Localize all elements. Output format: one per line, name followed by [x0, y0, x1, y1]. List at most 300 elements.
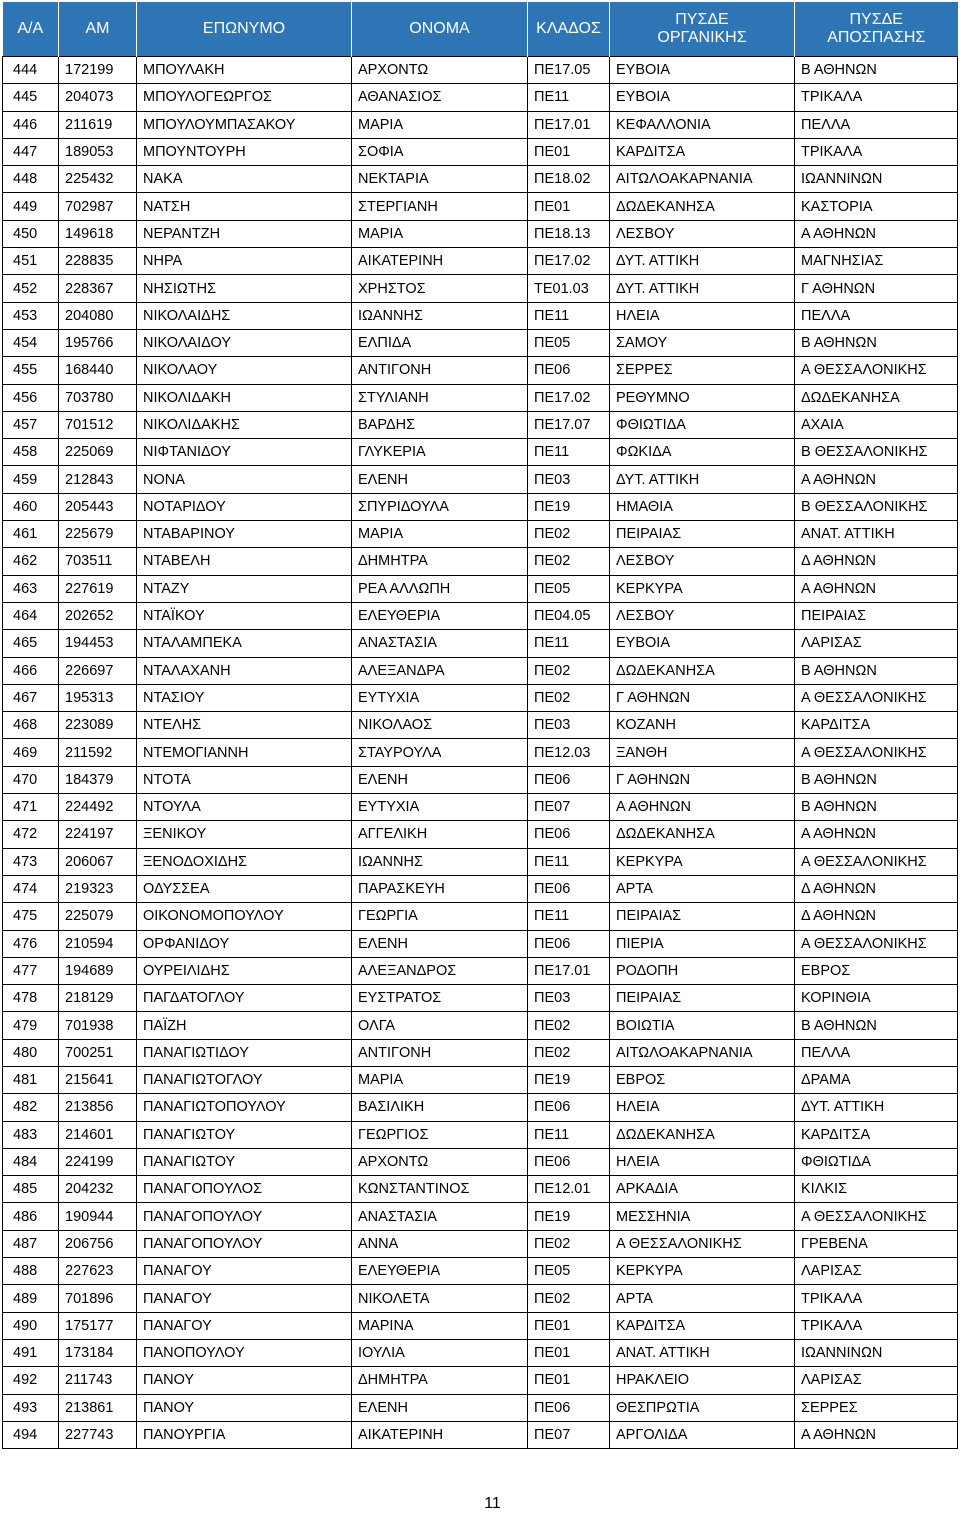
specialty-cell: ΠΕ11: [528, 302, 610, 329]
first-name-cell: ΕΛΕΝΗ: [352, 930, 528, 957]
specialty-cell: ΠΕ06: [528, 766, 610, 793]
table-row: [3, 1203, 958, 1230]
first-name-cell: ΕΛΕΝΗ: [352, 1394, 528, 1421]
registry-number-cell: 223089: [59, 712, 137, 739]
organic-pysde-cell: ΞΑΝΘΗ: [610, 739, 795, 766]
row-number-cell: 460: [3, 493, 59, 520]
organic-pysde-cell: ΑΡΓΟΛΙΔΑ: [610, 1421, 795, 1448]
registry-number-cell: 206756: [59, 1230, 137, 1257]
first-name-cell: ΕΛΠΙΔΑ: [352, 329, 528, 356]
organic-pysde-cell: ΑΡΤΑ: [610, 875, 795, 902]
table-row: [3, 684, 958, 711]
row-number-cell: 458: [3, 439, 59, 466]
surname-cell: ΝΤΑΣΙΟΥ: [137, 684, 352, 711]
surname-cell: ΝΑΤΣΗ: [137, 193, 352, 220]
surname-cell: ΝΗΣΙΩΤΗΣ: [137, 275, 352, 302]
row-number-cell: 473: [3, 848, 59, 875]
registry-number-cell: 194689: [59, 957, 137, 984]
specialty-cell: ΠΕ18.13: [528, 220, 610, 247]
header-label-multiline: ΠΥΣΔΕ ΑΠΟΣΠΑΣΗΣ: [827, 11, 926, 46]
specialty-cell: ΠΕ12.03: [528, 739, 610, 766]
registry-number-cell: 215641: [59, 1066, 137, 1093]
organic-pysde-cell: ΠΕΙΡΑΙΑΣ: [610, 521, 795, 548]
specialty-cell: ΠΕ17.05: [528, 57, 610, 84]
specialty-cell: ΠΕ02: [528, 548, 610, 575]
surname-cell: ΝΤΟΥΛΑ: [137, 794, 352, 821]
header-label: ΑΜ: [85, 20, 110, 37]
organic-pysde-cell: ΠΙΕΡΙΑ: [610, 930, 795, 957]
first-name-cell: ΣΤΕΡΓΙΑΝΗ: [352, 193, 528, 220]
table-row: [3, 329, 958, 356]
first-name-cell: ΕΛΕΝΗ: [352, 466, 528, 493]
secondment-pysde-cell: ΛΑΡΙΣΑΣ: [795, 630, 958, 657]
specialty-cell: ΠΕ04.05: [528, 602, 610, 629]
first-name-cell: ΣΤΑΥΡΟΥΛΑ: [352, 739, 528, 766]
secondment-pysde-cell: Β ΑΘΗΝΩΝ: [795, 657, 958, 684]
organic-pysde-cell: ΒΟΙΩΤΙΑ: [610, 1012, 795, 1039]
first-name-cell: ΑΘΑΝΑΣΙΟΣ: [352, 84, 528, 111]
surname-cell: ΟΔΥΣΣΕΑ: [137, 875, 352, 902]
surname-cell: ΞΕΝΟΔΟΧΙΔΗΣ: [137, 848, 352, 875]
registry-number-cell: 204232: [59, 1176, 137, 1203]
registry-number-cell: 702987: [59, 193, 137, 220]
organic-pysde-cell: ΚΕΡΚΥΡΑ: [610, 848, 795, 875]
organic-pysde-cell: Α ΘΕΣΣΑΛΟΝΙΚΗΣ: [610, 1230, 795, 1257]
row-number-cell: 464: [3, 602, 59, 629]
specialty-cell: ΠΕ05: [528, 1258, 610, 1285]
specialty-cell: ΠΕ06: [528, 357, 610, 384]
table-row: [3, 493, 958, 520]
registry-number-cell: 149618: [59, 220, 137, 247]
surname-cell: ΟΙΚΟΝΟΜΟΠΟΥΛΟΥ: [137, 903, 352, 930]
organic-pysde-cell: ΔΩΔΕΚΑΝΗΣΑ: [610, 193, 795, 220]
secondment-pysde-cell: ΓΡΕΒΕΝΑ: [795, 1230, 958, 1257]
first-name-cell: ΜΑΡΙΑ: [352, 111, 528, 138]
registry-number-cell: 211619: [59, 111, 137, 138]
header-label-multiline: ΠΥΣΔΕ ΟΡΓΑΝΙΚΗΣ: [657, 11, 747, 46]
row-number-cell: 468: [3, 712, 59, 739]
first-name-cell: ΑΡΧΟΝΤΩ: [352, 57, 528, 84]
first-name-cell: ΣΠΥΡΙΔΟΥΛΑ: [352, 493, 528, 520]
organic-pysde-cell: ΔΥΤ. ΑΤΤΙΚΗ: [610, 466, 795, 493]
surname-cell: ΝΤΑΒΕΛΗ: [137, 548, 352, 575]
first-name-cell: ΚΩΝΣΤΑΝΤΙΝΟΣ: [352, 1176, 528, 1203]
registry-number-cell: 226697: [59, 657, 137, 684]
secondment-pysde-cell: ΤΡΙΚΑΛΑ: [795, 138, 958, 165]
organic-pysde-cell: ΔΩΔΕΚΑΝΗΣΑ: [610, 821, 795, 848]
secondment-pysde-cell: Α ΑΘΗΝΩΝ: [795, 220, 958, 247]
table-row: [3, 166, 958, 193]
table-row: [3, 1339, 958, 1366]
row-number-cell: 451: [3, 248, 59, 275]
organic-pysde-cell: ΕΒΡΟΣ: [610, 1066, 795, 1093]
registry-number-cell: 206067: [59, 848, 137, 875]
row-number-cell: 459: [3, 466, 59, 493]
registry-number-cell: 211592: [59, 739, 137, 766]
table-row: [3, 1176, 958, 1203]
first-name-cell: ΟΛΓΑ: [352, 1012, 528, 1039]
surname-cell: ΠΑΓΔΑΤΟΓΛΟΥ: [137, 985, 352, 1012]
secondment-pysde-cell: Β ΑΘΗΝΩΝ: [795, 794, 958, 821]
organic-pysde-cell: ΦΩΚΙΔΑ: [610, 439, 795, 466]
registry-number-cell: 213856: [59, 1094, 137, 1121]
organic-pysde-cell: ΚΕΡΚΥΡΑ: [610, 575, 795, 602]
secondment-pysde-cell: Γ ΑΘΗΝΩΝ: [795, 275, 958, 302]
secondment-pysde-cell: ΚΑΡΔΙΤΣΑ: [795, 712, 958, 739]
surname-cell: ΠΑΝΑΓΟΥ: [137, 1312, 352, 1339]
specialty-cell: ΠΕ06: [528, 821, 610, 848]
secondment-pysde-cell: ΣΕΡΡΕΣ: [795, 1394, 958, 1421]
secondment-pysde-cell: Β ΑΘΗΝΩΝ: [795, 1012, 958, 1039]
registry-number-cell: 225079: [59, 903, 137, 930]
specialty-cell: ΠΕ11: [528, 903, 610, 930]
row-number-cell: 465: [3, 630, 59, 657]
surname-cell: ΝΟΝΑ: [137, 466, 352, 493]
registry-number-cell: 195313: [59, 684, 137, 711]
specialty-cell: ΠΕ06: [528, 1394, 610, 1421]
table-row: [3, 1039, 958, 1066]
table-row: [3, 1312, 958, 1339]
first-name-cell: ΙΩΑΝΝΗΣ: [352, 848, 528, 875]
surname-cell: ΝΙΦΤΑΝΙΔΟΥ: [137, 439, 352, 466]
registry-number-cell: 218129: [59, 985, 137, 1012]
organic-pysde-cell: ΗΡΑΚΛΕΙΟ: [610, 1367, 795, 1394]
secondment-pysde-cell: ΤΡΙΚΑΛΑ: [795, 1285, 958, 1312]
table-row: [3, 138, 958, 165]
table-row: [3, 930, 958, 957]
row-number-cell: 454: [3, 329, 59, 356]
row-number-cell: 477: [3, 957, 59, 984]
secondment-pysde-cell: ΠΕΙΡΑΙΑΣ: [795, 602, 958, 629]
secondment-pysde-cell: ΠΕΛΛΑ: [795, 1039, 958, 1066]
organic-pysde-cell: ΔΥΤ. ΑΤΤΙΚΗ: [610, 248, 795, 275]
first-name-cell: ΕΥΤΥΧΙΑ: [352, 794, 528, 821]
row-number-cell: 446: [3, 111, 59, 138]
specialty-cell: ΠΕ03: [528, 466, 610, 493]
table-body: [3, 57, 958, 1449]
first-name-cell: ΑΝΤΙΓΟΝΗ: [352, 357, 528, 384]
surname-cell: ΝΙΚΟΛΙΔΑΚΗ: [137, 384, 352, 411]
row-number-cell: 483: [3, 1121, 59, 1148]
secondment-pysde-cell: Α ΘΕΣΣΑΛΟΝΙΚΗΣ: [795, 357, 958, 384]
specialty-cell: ΤΕ01.03: [528, 275, 610, 302]
organic-pysde-cell: ΛΕΣΒΟΥ: [610, 220, 795, 247]
surname-cell: ΝΤΑΛΑΧΑΝΗ: [137, 657, 352, 684]
surname-cell: ΜΠΟΥΛΟΓΕΩΡΓΟΣ: [137, 84, 352, 111]
organic-pysde-cell: ΑΡΚΑΔΙΑ: [610, 1176, 795, 1203]
header-label: Α/Α: [17, 20, 44, 37]
organic-pysde-cell: ΑΡΤΑ: [610, 1285, 795, 1312]
surname-cell: ΠΑΝΑΓΙΩΤΟΠΟΥΛΟΥ: [137, 1094, 352, 1121]
row-number-cell: 462: [3, 548, 59, 575]
registry-number-cell: 194453: [59, 630, 137, 657]
specialty-cell: ΠΕ11: [528, 84, 610, 111]
specialty-cell: ΠΕ02: [528, 1012, 610, 1039]
surname-cell: ΝΕΡΑΝΤΖΗ: [137, 220, 352, 247]
specialty-cell: ΠΕ01: [528, 138, 610, 165]
specialty-cell: ΠΕ17.07: [528, 411, 610, 438]
table-row: [3, 466, 958, 493]
specialty-cell: ΠΕ17.01: [528, 957, 610, 984]
row-number-cell: 486: [3, 1203, 59, 1230]
registry-number-cell: 173184: [59, 1339, 137, 1366]
first-name-cell: ΑΝΝΑ: [352, 1230, 528, 1257]
secondment-pysde-cell: Α ΘΕΣΣΑΛΟΝΙΚΗΣ: [795, 684, 958, 711]
secondment-pysde-cell: Β ΑΘΗΝΩΝ: [795, 329, 958, 356]
organic-pysde-cell: Γ ΑΘΗΝΩΝ: [610, 684, 795, 711]
first-name-cell: ΜΑΡΙΑ: [352, 220, 528, 247]
organic-pysde-cell: ΔΩΔΕΚΑΝΗΣΑ: [610, 657, 795, 684]
specialty-cell: ΠΕ01: [528, 1312, 610, 1339]
specialty-cell: ΠΕ03: [528, 985, 610, 1012]
specialty-cell: ΠΕ17.02: [528, 384, 610, 411]
first-name-cell: ΜΑΡΙΑ: [352, 1066, 528, 1093]
row-number-cell: 463: [3, 575, 59, 602]
table-row: [3, 821, 958, 848]
secondment-pysde-cell: ΤΡΙΚΑΛΑ: [795, 84, 958, 111]
organic-pysde-cell: ΗΜΑΘΙΑ: [610, 493, 795, 520]
organic-pysde-cell: ΘΕΣΠΡΩΤΙΑ: [610, 1394, 795, 1421]
organic-pysde-cell: ΠΕΙΡΑΙΑΣ: [610, 985, 795, 1012]
row-number-cell: 449: [3, 193, 59, 220]
row-number-cell: 453: [3, 302, 59, 329]
table-row: [3, 794, 958, 821]
specialty-cell: ΠΕ19: [528, 1203, 610, 1230]
first-name-cell: ΑΝΑΣΤΑΣΙΑ: [352, 1203, 528, 1230]
secondment-pysde-cell: Α ΑΘΗΝΩΝ: [795, 575, 958, 602]
secondment-pysde-cell: ΔΥΤ. ΑΤΤΙΚΗ: [795, 1094, 958, 1121]
header-label: ΕΠΩΝΥΜΟ: [202, 20, 286, 37]
row-number-cell: 456: [3, 384, 59, 411]
first-name-cell: ΕΛΕΥΘΕΡΙΑ: [352, 1258, 528, 1285]
secondment-pysde-cell: Β ΘΕΣΣΑΛΟΝΙΚΗΣ: [795, 439, 958, 466]
surname-cell: ΜΠΟΥΛΟΥΜΠΑΣΑΚΟΥ: [137, 111, 352, 138]
header-label: ΚΛΑΔΟΣ: [536, 20, 601, 37]
row-number-cell: 487: [3, 1230, 59, 1257]
registry-number-cell: 211743: [59, 1367, 137, 1394]
table-row: [3, 248, 958, 275]
specialty-cell: ΠΕ06: [528, 930, 610, 957]
first-name-cell: ΝΙΚΟΛΕΤΑ: [352, 1285, 528, 1312]
row-number-cell: 450: [3, 220, 59, 247]
registry-number-cell: 225679: [59, 521, 137, 548]
organic-pysde-cell: ΔΥΤ. ΑΤΤΙΚΗ: [610, 275, 795, 302]
table-row: [3, 903, 958, 930]
secondment-pysde-cell: ΑΧΑΙΑ: [795, 411, 958, 438]
registry-number-cell: 175177: [59, 1312, 137, 1339]
secondment-pysde-cell: Α ΘΕΣΣΑΛΟΝΙΚΗΣ: [795, 930, 958, 957]
specialty-cell: ΠΕ11: [528, 630, 610, 657]
first-name-cell: ΝΕΚΤΑΡΙΑ: [352, 166, 528, 193]
registry-number-cell: 172199: [59, 57, 137, 84]
first-name-cell: ΜΑΡΙΝΑ: [352, 1312, 528, 1339]
secondment-pysde-cell: ΛΑΡΙΣΑΣ: [795, 1258, 958, 1285]
table-row: [3, 985, 958, 1012]
specialty-cell: ΠΕ01: [528, 1367, 610, 1394]
row-number-cell: 475: [3, 903, 59, 930]
table-row: [3, 1094, 958, 1121]
registry-number-cell: 213861: [59, 1394, 137, 1421]
secondment-pysde-cell: ΔΡΑΜΑ: [795, 1066, 958, 1093]
first-name-cell: ΑΡΧΟΝΤΩ: [352, 1148, 528, 1175]
registry-number-cell: 225432: [59, 166, 137, 193]
row-number-cell: 467: [3, 684, 59, 711]
organic-pysde-cell: ΡΕΘΥΜΝΟ: [610, 384, 795, 411]
first-name-cell: ΧΡΗΣΤΟΣ: [352, 275, 528, 302]
specialty-cell: ΠΕ18.02: [528, 166, 610, 193]
organic-pysde-cell: Α ΑΘΗΝΩΝ: [610, 794, 795, 821]
registry-number-cell: 168440: [59, 357, 137, 384]
row-number-cell: 480: [3, 1039, 59, 1066]
surname-cell: ΠΑΝΑΓΟΠΟΥΛΟΣ: [137, 1176, 352, 1203]
registry-number-cell: 703511: [59, 548, 137, 575]
surname-cell: ΠΑΝΟΠΟΥΛΟΥ: [137, 1339, 352, 1366]
specialty-cell: ΠΕ17.01: [528, 111, 610, 138]
registry-number-cell: 227743: [59, 1421, 137, 1448]
table-row: [3, 548, 958, 575]
secondment-pysde-cell: Δ ΑΘΗΝΩΝ: [795, 875, 958, 902]
first-name-cell: ΑΙΚΑΤΕΡΙΝΗ: [352, 248, 528, 275]
surname-cell: ΠΑΝΑΓΟΠΟΥΛΟΥ: [137, 1230, 352, 1257]
secondment-pysde-cell: Α ΘΕΣΣΑΛΟΝΙΚΗΣ: [795, 739, 958, 766]
secondment-pysde-cell: Α ΘΕΣΣΑΛΟΝΙΚΗΣ: [795, 1203, 958, 1230]
specialty-cell: ΠΕ19: [528, 493, 610, 520]
table-row: [3, 84, 958, 111]
surname-cell: ΠΑΝΑΓΙΩΤΙΔΟΥ: [137, 1039, 352, 1066]
row-number-cell: 481: [3, 1066, 59, 1093]
registry-number-cell: 703780: [59, 384, 137, 411]
first-name-cell: ΒΑΡΔΗΣ: [352, 411, 528, 438]
surname-cell: ΝΤΑΒΑΡΙΝΟΥ: [137, 521, 352, 548]
specialty-cell: ΠΕ01: [528, 1339, 610, 1366]
organic-pysde-cell: ΕΥΒΟΙΑ: [610, 84, 795, 111]
row-number-cell: 466: [3, 657, 59, 684]
organic-pysde-cell: ΣΑΜΟΥ: [610, 329, 795, 356]
surname-cell: ΝΤΑΪΚΟΥ: [137, 602, 352, 629]
specialty-cell: ΠΕ02: [528, 1039, 610, 1066]
registry-number-cell: 224199: [59, 1148, 137, 1175]
header-aa: [3, 2, 59, 57]
secondment-pysde-cell: ΤΡΙΚΑΛΑ: [795, 1312, 958, 1339]
table-row: [3, 275, 958, 302]
row-number-cell: 485: [3, 1176, 59, 1203]
specialty-cell: ΠΕ06: [528, 1094, 610, 1121]
row-number-cell: 472: [3, 821, 59, 848]
specialty-cell: ΠΕ17.02: [528, 248, 610, 275]
table-row: [3, 1421, 958, 1448]
header-eponymo: [137, 2, 352, 57]
specialty-cell: ΠΕ02: [528, 1285, 610, 1312]
header-klados: [528, 2, 610, 57]
secondment-pysde-cell: ΙΩΑΝΝΙΝΩΝ: [795, 166, 958, 193]
registry-number-cell: 700251: [59, 1039, 137, 1066]
first-name-cell: ΑΛΕΞΑΝΔΡΟΣ: [352, 957, 528, 984]
organic-pysde-cell: ΜΕΣΣΗΝΙΑ: [610, 1203, 795, 1230]
table-row: [3, 1258, 958, 1285]
secondment-pysde-cell: Α ΑΘΗΝΩΝ: [795, 1421, 958, 1448]
secondment-pysde-cell: ΚΟΡΙΝΘΙΑ: [795, 985, 958, 1012]
registry-number-cell: 219323: [59, 875, 137, 902]
table-row: [3, 357, 958, 384]
row-number-cell: 488: [3, 1258, 59, 1285]
organic-pysde-cell: ΔΩΔΕΚΑΝΗΣΑ: [610, 1121, 795, 1148]
organic-pysde-cell: ΣΕΡΡΕΣ: [610, 357, 795, 384]
surname-cell: ΝΤΑΖΥ: [137, 575, 352, 602]
first-name-cell: ΑΓΓΕΛΙΚΗ: [352, 821, 528, 848]
registry-number-cell: 189053: [59, 138, 137, 165]
table-row: [3, 521, 958, 548]
table-row: [3, 1394, 958, 1421]
first-name-cell: ΓΕΩΡΓΙΑ: [352, 903, 528, 930]
row-number-cell: 478: [3, 985, 59, 1012]
table-row: [3, 220, 958, 247]
organic-pysde-cell: ΗΛΕΙΑ: [610, 1148, 795, 1175]
organic-pysde-cell: ΠΕΙΡΑΙΑΣ: [610, 903, 795, 930]
table-row: [3, 712, 958, 739]
secondment-pysde-cell: ΚΙΛΚΙΣ: [795, 1176, 958, 1203]
table-row: [3, 657, 958, 684]
registry-number-cell: 184379: [59, 766, 137, 793]
table-row: [3, 1230, 958, 1257]
organic-pysde-cell: ΚΑΡΔΙΤΣΑ: [610, 1312, 795, 1339]
organic-pysde-cell: ΚΟΖΑΝΗ: [610, 712, 795, 739]
organic-pysde-cell: ΚΕΡΚΥΡΑ: [610, 1258, 795, 1285]
page-number: 11: [484, 1495, 501, 1512]
secondment-pysde-cell: Δ ΑΘΗΝΩΝ: [795, 548, 958, 575]
first-name-cell: ΒΑΣΙΛΙΚΗ: [352, 1094, 528, 1121]
organic-pysde-cell: ΑΙΤΩΛΟΑΚΑΡΝΑΝΙΑ: [610, 166, 795, 193]
specialty-cell: ΠΕ03: [528, 712, 610, 739]
table-row: [3, 384, 958, 411]
first-name-cell: ΑΙΚΑΤΕΡΙΝΗ: [352, 1421, 528, 1448]
organic-pysde-cell: ΦΘΙΩΤΙΔΑ: [610, 411, 795, 438]
surname-cell: ΠΑΝΑΓΟΥ: [137, 1285, 352, 1312]
first-name-cell: ΑΛΕΞΑΝΔΡΑ: [352, 657, 528, 684]
table-row: [3, 575, 958, 602]
first-name-cell: ΑΝΑΣΤΑΣΙΑ: [352, 630, 528, 657]
header-pysde-apospasis: [795, 2, 958, 57]
surname-cell: ΟΥΡΕΙΛΙΔΗΣ: [137, 957, 352, 984]
row-number-cell: 469: [3, 739, 59, 766]
specialty-cell: ΠΕ11: [528, 439, 610, 466]
first-name-cell: ΝΙΚΟΛΑΟΣ: [352, 712, 528, 739]
secondment-pysde-cell: ΦΘΙΩΤΙΔΑ: [795, 1148, 958, 1175]
registry-number-cell: 204073: [59, 84, 137, 111]
table-row: [3, 848, 958, 875]
first-name-cell: ΙΟΥΛΙΑ: [352, 1339, 528, 1366]
secondment-pysde-cell: Β ΘΕΣΣΑΛΟΝΙΚΗΣ: [795, 493, 958, 520]
surname-cell: ΝΤΕΜΟΓΙΑΝΝΗ: [137, 739, 352, 766]
organic-pysde-cell: ΡΟΔΟΠΗ: [610, 957, 795, 984]
secondment-pysde-cell: ΔΩΔΕΚΑΝΗΣΑ: [795, 384, 958, 411]
table-row: [3, 957, 958, 984]
secondment-pysde-cell: Β ΑΘΗΝΩΝ: [795, 57, 958, 84]
secondment-pysde-cell: Α ΑΘΗΝΩΝ: [795, 821, 958, 848]
surname-cell: ΝΤΑΛΑΜΠΕΚΑ: [137, 630, 352, 657]
secondment-pysde-cell: Β ΑΘΗΝΩΝ: [795, 766, 958, 793]
secondment-pysde-cell: ΕΒΡΟΣ: [795, 957, 958, 984]
row-number-cell: 491: [3, 1339, 59, 1366]
registry-number-cell: 210594: [59, 930, 137, 957]
table-row: [3, 630, 958, 657]
organic-pysde-cell: ΕΥΒΟΙΑ: [610, 57, 795, 84]
table-header-row: [3, 2, 958, 57]
surname-cell: ΠΑΝΑΓΙΩΤΟΥ: [137, 1121, 352, 1148]
surname-cell: ΝΙΚΟΛΑΟΥ: [137, 357, 352, 384]
row-number-cell: 493: [3, 1394, 59, 1421]
specialty-cell: ΠΕ07: [528, 1421, 610, 1448]
table-row: [3, 57, 958, 84]
